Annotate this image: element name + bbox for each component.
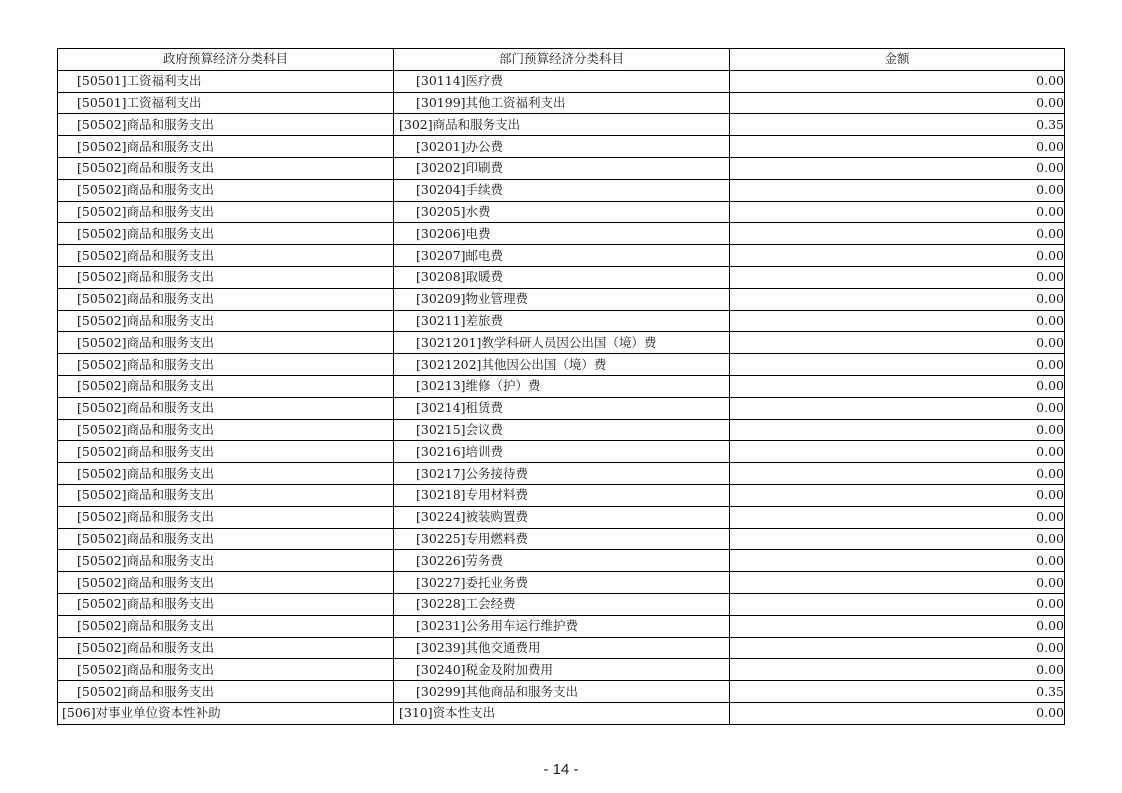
cell-amount: 0.35 [730,681,1065,703]
cell-dept-category: [30225]专用燃料费 [394,528,730,550]
cell-gov-category: [50502]商品和服务支出 [58,506,394,528]
cell-dept-category: [30114]医疗费 [394,70,730,92]
cell-amount: 0.00 [730,92,1065,114]
cell-dept-category: [302]商品和服务支出 [394,114,730,136]
cell-gov-category: [50502]商品和服务支出 [58,419,394,441]
cell-dept-category: [30214]租赁费 [394,397,730,419]
cell-amount: 0.00 [730,375,1065,397]
cell-gov-category: [50502]商品和服务支出 [58,484,394,506]
cell-amount: 0.00 [730,528,1065,550]
cell-gov-category: [50502]商品和服务支出 [58,637,394,659]
cell-dept-category: [30202]印刷费 [394,157,730,179]
table-row [58,397,1065,419]
cell-amount: 0.00 [730,506,1065,528]
table-row [58,201,1065,223]
table-row [58,245,1065,267]
cell-amount: 0.00 [730,179,1065,201]
cell-amount: 0.00 [730,659,1065,681]
cell-amount: 0.00 [730,572,1065,594]
cell-gov-category: [506]对事业单位资本性补助 [58,702,394,724]
cell-gov-category: [50502]商品和服务支出 [58,354,394,376]
cell-gov-category: [50502]商品和服务支出 [58,528,394,550]
cell-dept-category: [30207]邮电费 [394,245,730,267]
table-header-row [58,49,1065,71]
cell-amount: 0.00 [730,266,1065,288]
table-row [58,179,1065,201]
table-row [58,375,1065,397]
table-row [58,550,1065,572]
cell-gov-category: [50502]商品和服务支出 [58,550,394,572]
table-row [58,659,1065,681]
cell-dept-category: [3021202]其他因公出国（境）费 [394,354,730,376]
table-row [58,572,1065,594]
cell-gov-category: [50501]工资福利支出 [58,92,394,114]
table-row [58,463,1065,485]
cell-dept-category: [30218]专用材料费 [394,484,730,506]
cell-amount: 0.00 [730,397,1065,419]
table-row [58,528,1065,550]
cell-dept-category: [30240]税金及附加费用 [394,659,730,681]
table-row [58,136,1065,158]
header-amount: 金额 [730,49,1065,71]
table-row [58,615,1065,637]
cell-amount: 0.00 [730,245,1065,267]
cell-amount: 0.00 [730,637,1065,659]
cell-gov-category: [50502]商品和服务支出 [58,615,394,637]
cell-amount: 0.00 [730,419,1065,441]
cell-dept-category: [30201]办公费 [394,136,730,158]
table-row [58,681,1065,703]
cell-amount: 0.00 [730,484,1065,506]
cell-dept-category: [30216]培训费 [394,441,730,463]
cell-gov-category: [50502]商品和服务支出 [58,179,394,201]
cell-dept-category: [30299]其他商品和服务支出 [394,681,730,703]
table-row [58,354,1065,376]
cell-gov-category: [50502]商品和服务支出 [58,441,394,463]
cell-gov-category: [50502]商品和服务支出 [58,397,394,419]
table-row [58,223,1065,245]
cell-gov-category: [50502]商品和服务支出 [58,375,394,397]
table-row [58,593,1065,615]
cell-gov-category: [50502]商品和服务支出 [58,332,394,354]
budget-classification-table [57,48,1065,725]
cell-gov-category: [50502]商品和服务支出 [58,201,394,223]
table-row [58,92,1065,114]
cell-amount: 0.00 [730,593,1065,615]
cell-gov-category: [50502]商品和服务支出 [58,114,394,136]
cell-dept-category: [30227]委托业务费 [394,572,730,594]
cell-dept-category: [30211]差旅费 [394,310,730,332]
cell-amount: 0.35 [730,114,1065,136]
table-row [58,441,1065,463]
table-row [58,484,1065,506]
cell-dept-category: [30215]会议费 [394,419,730,441]
header-gov-category: 政府预算经济分类科目 [58,49,394,71]
cell-amount: 0.00 [730,157,1065,179]
cell-dept-category: [30224]被装购置费 [394,506,730,528]
cell-dept-category: [30205]水费 [394,201,730,223]
table-body [58,70,1065,724]
table-row [58,157,1065,179]
cell-gov-category: [50502]商品和服务支出 [58,245,394,267]
cell-amount: 0.00 [730,310,1065,332]
cell-amount: 0.00 [730,354,1065,376]
budget-table-container [57,48,1064,725]
cell-dept-category: [30206]电费 [394,223,730,245]
header-dept-category: 部门预算经济分类科目 [394,49,730,71]
cell-amount: 0.00 [730,332,1065,354]
cell-dept-category: [30209]物业管理费 [394,288,730,310]
cell-amount: 0.00 [730,615,1065,637]
table-row [58,506,1065,528]
cell-dept-category: [30239]其他交通费用 [394,637,730,659]
table-row [58,419,1065,441]
table-row [58,332,1065,354]
cell-amount: 0.00 [730,223,1065,245]
cell-dept-category: [30231]公务用车运行维护费 [394,615,730,637]
cell-amount: 0.00 [730,70,1065,92]
cell-dept-category: [30228]工会经费 [394,593,730,615]
cell-gov-category: [50502]商品和服务支出 [58,157,394,179]
cell-dept-category: [30213]维修（护）费 [394,375,730,397]
cell-dept-category: [30226]劳务费 [394,550,730,572]
cell-amount: 0.00 [730,550,1065,572]
cell-dept-category: [3021201]教学科研人员因公出国（境）费 [394,332,730,354]
table-row [58,70,1065,92]
cell-gov-category: [50502]商品和服务支出 [58,223,394,245]
cell-gov-category: [50502]商品和服务支出 [58,136,394,158]
cell-dept-category: [30208]取暖费 [394,266,730,288]
cell-gov-category: [50502]商品和服务支出 [58,659,394,681]
table-row [58,288,1065,310]
cell-amount: 0.00 [730,136,1065,158]
table-row [58,310,1065,332]
cell-dept-category: [30199]其他工资福利支出 [394,92,730,114]
table-row [58,702,1065,724]
cell-amount: 0.00 [730,201,1065,223]
cell-gov-category: [50502]商品和服务支出 [58,288,394,310]
cell-gov-category: [50501]工资福利支出 [58,70,394,92]
cell-amount: 0.00 [730,441,1065,463]
cell-gov-category: [50502]商品和服务支出 [58,266,394,288]
table-row [58,114,1065,136]
cell-dept-category: [30204]手续费 [394,179,730,201]
cell-dept-category: [310]资本性支出 [394,702,730,724]
table-row [58,266,1065,288]
cell-gov-category: [50502]商品和服务支出 [58,463,394,485]
page-number: - 14 - [543,761,579,778]
cell-dept-category: [30217]公务接待费 [394,463,730,485]
table-row [58,637,1065,659]
cell-gov-category: [50502]商品和服务支出 [58,681,394,703]
cell-amount: 0.00 [730,463,1065,485]
cell-gov-category: [50502]商品和服务支出 [58,572,394,594]
cell-gov-category: [50502]商品和服务支出 [58,310,394,332]
cell-gov-category: [50502]商品和服务支出 [58,593,394,615]
cell-amount: 0.00 [730,288,1065,310]
cell-amount: 0.00 [730,702,1065,724]
